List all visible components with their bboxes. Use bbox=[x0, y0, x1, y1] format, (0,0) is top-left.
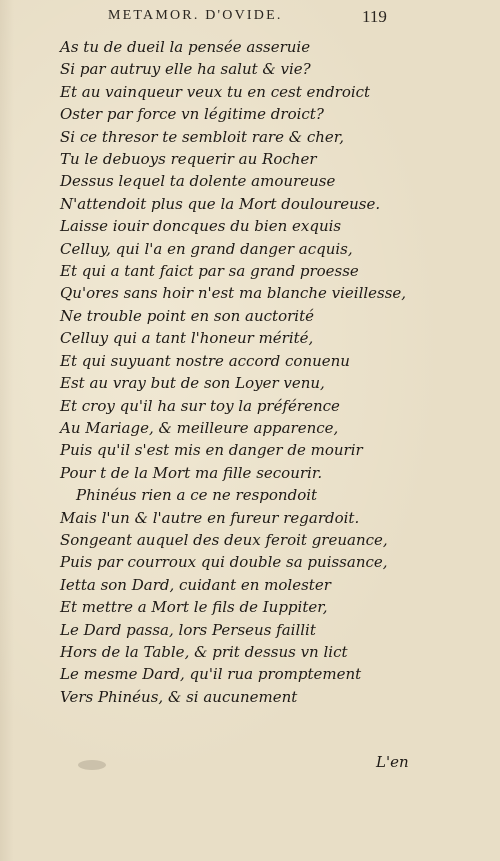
ink-smudge bbox=[78, 760, 106, 770]
page-number: 119 bbox=[362, 7, 387, 26]
page-header bbox=[0, 8, 500, 28]
verse-line: As tu de dueil la pensée asseruie bbox=[60, 38, 311, 56]
verse-line: Celluy qui a tant l'honeur mérité, bbox=[60, 329, 314, 348]
verse-text bbox=[60, 36, 460, 708]
verse-line: Et au vainqueur veux tu en cest endroict bbox=[60, 82, 371, 101]
verse-line: Puis par courroux qui double sa puissance, bbox=[60, 553, 388, 572]
verse-line: Hors de la Table, & prit dessus vn lict bbox=[60, 642, 348, 661]
verse-line: Dessus lequel ta dolente amoureuse bbox=[60, 172, 336, 191]
verse-line: Et croy qu'il ha sur toy la préférence bbox=[60, 396, 340, 415]
verse-line: Oster par force vn légitime droict? bbox=[60, 105, 324, 124]
verse-line: Si ce thresor te sembloit rare & cher, bbox=[60, 127, 345, 146]
verse-line: Et qui a tant faict par sa grand proesse bbox=[60, 262, 359, 281]
verse-line: Si par autruy elle ha salut & vie? bbox=[60, 60, 311, 79]
verse-line: Celluy, qui l'a en grand danger acquis, bbox=[60, 239, 353, 258]
verse-line: Phinéus rien a ce ne respondoit bbox=[76, 486, 318, 505]
verse-line: Est au vray but de son Loyer venu, bbox=[60, 374, 325, 393]
verse-line: Le mesme Dard, qu'il rua promptement bbox=[60, 665, 362, 684]
verse-line: Songeant auquel des deux feroit greuance, bbox=[60, 530, 388, 549]
verse-line: Et qui suyuant nostre accord conuenu bbox=[60, 351, 350, 370]
verse-line: Mais l'un & l'autre en fureur regardoit. bbox=[60, 508, 360, 527]
verse-line: Puis qu'il s'est mis en danger de mourir bbox=[60, 441, 363, 460]
verse-line: Ietta son Dard, cuidant en molester bbox=[60, 575, 331, 594]
verse-line: Laisse iouir doncques du bien exquis bbox=[60, 217, 342, 236]
verse-line: Ne trouble point en son auctorité bbox=[60, 306, 314, 325]
catchword: L'en bbox=[376, 753, 409, 771]
verse-line: Et mettre a Mort le fils de Iuppiter, bbox=[60, 598, 328, 617]
verse-line: Au Mariage, & meilleure apparence, bbox=[60, 418, 339, 437]
verse-line: Tu le debuoys requerir au Rocher bbox=[60, 150, 317, 169]
running-head: METAMOR. D'OVIDE. bbox=[108, 8, 283, 23]
verse-line: Vers Phinéus, & si aucunement bbox=[60, 687, 298, 706]
verse-line: Le Dard passa, lors Perseus faillit bbox=[60, 620, 316, 639]
verse-line: N'attendoit plus que la Mort douloureuse. bbox=[60, 194, 381, 213]
verse-line: Pour t de la Mort ma fille secourir. bbox=[60, 463, 323, 482]
verse-line: Qu'ores sans hoir n'est ma blanche vieillesse, bbox=[60, 284, 407, 303]
